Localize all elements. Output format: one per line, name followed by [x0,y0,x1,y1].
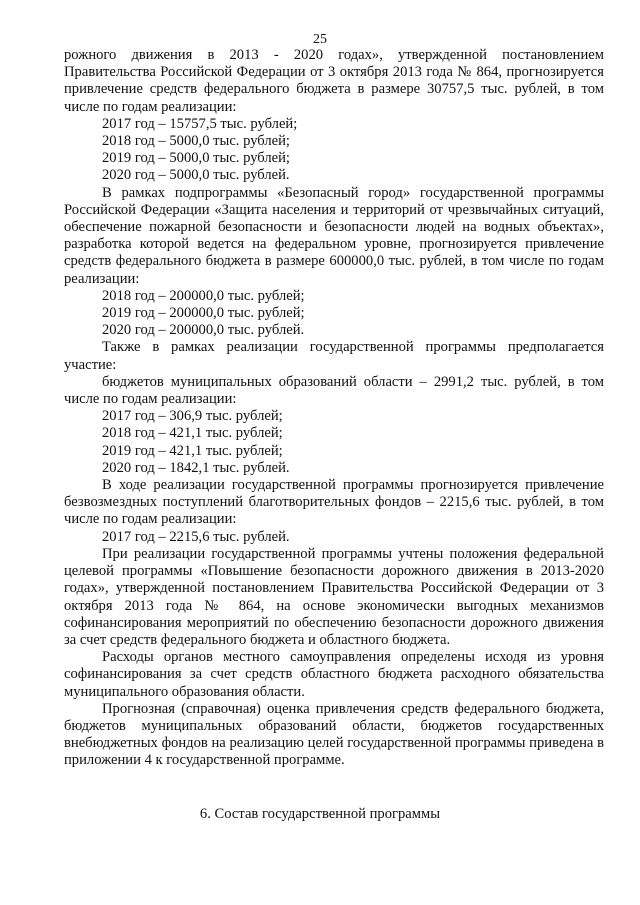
list-item: 2020 год – 200000,0 тыс. рублей. [102,322,305,339]
paragraph: Также в рамках реализации государственной программы предполагается участие: [64,339,604,373]
paragraph: Расходы органов местного самоуправления определены исходя из уровня софинансирования за счет средств областного бюджета расходного обязательства муниципального образования области. [64,649,604,700]
paragraph: В ходе реализации государственной программы прогнозируется привлечение безвозмездных поступлений благотворительных фондов – 2215,6 тыс. рублей, в том числе по годам реализации: [64,477,604,528]
list-item: 2017 год – 2215,6 тыс. рублей. [102,528,290,545]
page-number: 25 [313,32,327,47]
section-heading: 6. Состав государственной программы [199,806,441,822]
paragraph: Прогнозная (справочная) оценка привлечения средств федерального бюджета, бюджетов муниципальных образований области, бюджетов государственных внебюджетных фондов на реализацию целей государственной программы приведена в приложении 4 к государственной программе. [64,700,604,769]
paragraph: бюджетов муниципальных образований области – 2991,2 тыс. рублей, в том числе по годам реализации: [64,373,604,408]
paragraph: При реализации государственной программы учтены положения федеральной целевой программы «Повышение безопасности дорожного движения в 2013-2020 годах», утвержденной постановлением Правительства Российской Федерации от 3 октября 2013 года № 864, на основе экономически выгодных механизмов софинансирования мероприятий по обеспечению безопасности дорожного движения за счет средств федерального бюджета и областного бюджета. [64,545,604,648]
paragraph: В рамках подпрограммы «Безопасный город» государственной программы Российской Федерации «Защита населения и территорий от чрезвычайных ситуаций, обеспечение пожарной безопасности и безопасности людей на водных объектах», разработка которой ведется на федеральном уровне, прогнозируется привлечение средств федерального бюджета в размере 600000,0 тыс. рублей, в том числе по годам реализации: [64,184,604,287]
list-item: 2018 год – 200000,0 тыс. рублей; [102,287,305,304]
list-item: 2020 год – 1842,1 тыс. рублей. [102,459,290,476]
list-item: 2018 год – 5000,0 тыс. рублей; [102,133,290,150]
list-item: 2019 год – 421,1 тыс. рублей; [102,442,283,459]
list-item: 2020 год – 5000,0 тыс. рублей. [102,167,290,184]
paragraph: рожного движения в 2013 - 2020 годах», утвержденной постановлением Правительства Российской Федерации от 3 октября 2013 года № 864, прогнозируется привлечение средств федерального бюджета в размере 30757,5 тыс. рублей, в том числе по годам реализации: [64,47,604,115]
list-item: 2017 год – 15757,5 тыс. рублей; [102,115,298,132]
list-item: 2019 год – 200000,0 тыс. рублей; [102,305,305,322]
list-item: 2017 год – 306,9 тыс. рублей; [102,408,283,425]
list-item: 2019 год – 5000,0 тыс. рублей; [102,150,290,167]
list-item: 2018 год – 421,1 тыс. рублей; [102,425,283,442]
body-text [64,47,604,770]
